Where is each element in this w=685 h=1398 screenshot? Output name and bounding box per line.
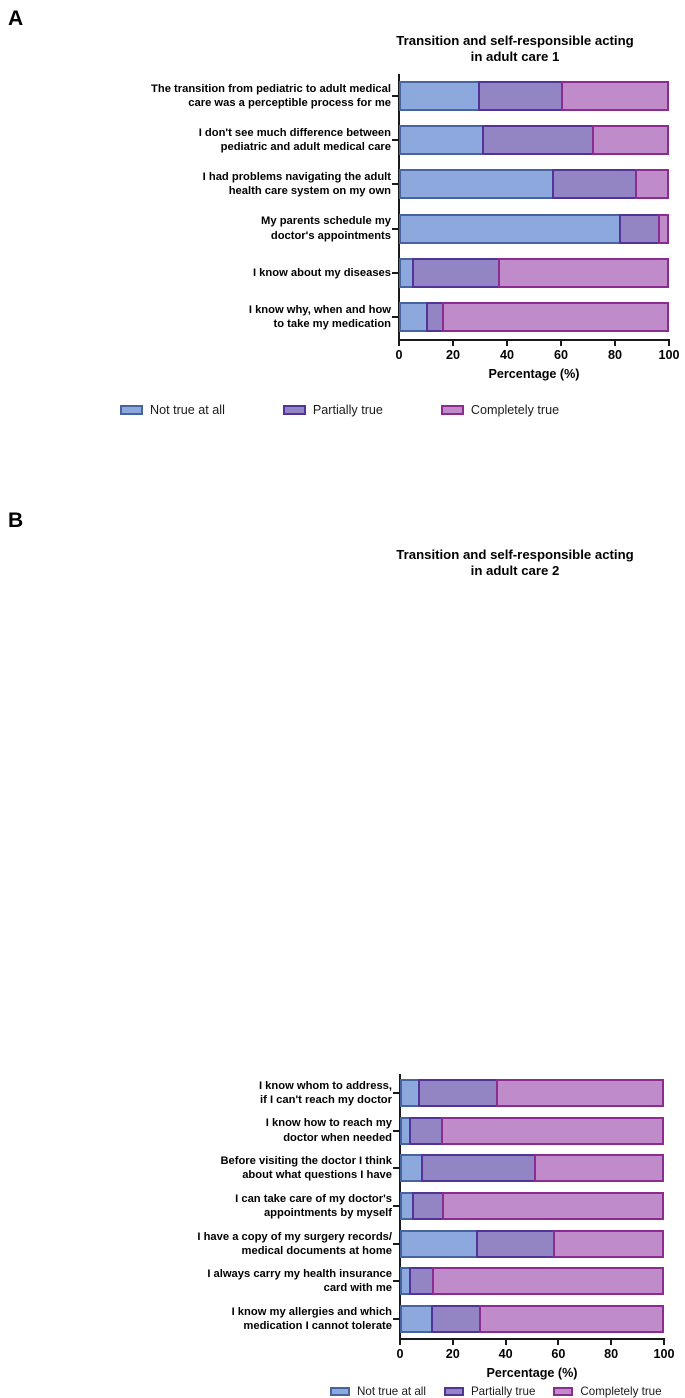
bar-segment-partially-true: [619, 214, 660, 244]
y-axis-tick: [392, 183, 399, 185]
bar-row: [399, 258, 669, 288]
bar-row: [400, 1154, 664, 1182]
x-axis-tick: [452, 1338, 454, 1345]
category-label-line: if I can't reach my doctor: [260, 1093, 392, 1106]
panel-a-letter: A: [8, 7, 24, 30]
panel-b-legend: [330, 1385, 685, 1398]
bar-row: [400, 1079, 664, 1107]
legend-swatch-icon: [444, 1387, 464, 1396]
category-label-line: I know about my diseases: [252, 266, 391, 279]
category-label-line: doctor's appointments: [270, 229, 391, 242]
category-label-line: pediatric and adult medical care: [220, 141, 391, 154]
bar-row: [400, 1117, 664, 1145]
bar-segment-completely-true: [479, 1305, 664, 1333]
legend-label: Completely true: [470, 403, 560, 417]
category-label-line: appointments by myself: [263, 1207, 392, 1219]
x-axis-tick-label: 100: [653, 1347, 675, 1361]
category-label-line: My parents schedule my: [261, 215, 391, 228]
y-axis-tick: [393, 1205, 400, 1207]
legend-item[interactable]: [444, 1385, 535, 1398]
bar-row: [400, 1305, 664, 1333]
bar-segment-partially-true: [476, 1230, 555, 1258]
bar-segment-completely-true: [534, 1154, 664, 1182]
x-axis-tick: [452, 339, 454, 346]
category-label-line: card with me: [323, 1282, 392, 1295]
bar-segment-completely-true: [496, 1079, 664, 1107]
category-label-line: I know my allergies and which: [231, 1306, 392, 1319]
y-axis-tick: [392, 316, 399, 318]
x-axis-tick-label: 40: [498, 1347, 513, 1361]
x-axis-tick: [610, 1338, 612, 1345]
category-label: [130, 1192, 392, 1220]
legend-item[interactable]: [330, 1385, 426, 1398]
panel-a-title-line2: in adult care 1: [470, 49, 560, 65]
panel-b-title-line2: in adult care 2: [470, 563, 560, 579]
category-label: [60, 126, 391, 154]
bar-segment-not-true-at-all: [400, 1079, 420, 1107]
bar-row: [400, 1230, 664, 1258]
bar-segment-completely-true: [658, 214, 669, 244]
bar-segment-partially-true: [482, 125, 594, 155]
category-label: [130, 1154, 392, 1182]
x-axis-tick: [557, 1338, 559, 1345]
legend-item[interactable]: [553, 1385, 661, 1398]
bar-segment-partially-true: [421, 1154, 536, 1182]
category-label-line: medication I cannot tolerate: [243, 1320, 392, 1333]
legend-item[interactable]: [120, 403, 225, 417]
category-label-line: I don't see much difference between: [198, 127, 391, 140]
x-axis-tick: [506, 339, 508, 346]
panel-a-category-labels: [60, 74, 391, 339]
bar-segment-partially-true: [409, 1117, 443, 1145]
panel-a-legend: [120, 403, 680, 417]
legend-swatch-icon: [441, 405, 464, 415]
x-axis-tick-label: 20: [445, 348, 461, 362]
panel-a: [0, 0, 685, 470]
bar-segment-partially-true: [478, 81, 564, 111]
bar-segment-not-true-at-all: [400, 1305, 433, 1333]
category-label-line: I know why, when and how: [248, 303, 391, 316]
legend-label: Not true at all: [150, 403, 225, 417]
x-axis-tick-label: 40: [499, 348, 515, 362]
legend-swatch-icon: [330, 1387, 350, 1396]
x-axis-tick: [668, 339, 670, 346]
category-label-line: I can take care of my doctor's: [235, 1192, 392, 1205]
category-label-line: about what questions I have: [242, 1169, 392, 1182]
panel-b-category-labels: [130, 1074, 392, 1338]
y-axis-tick: [393, 1280, 400, 1282]
bar-segment-not-true-at-all: [399, 81, 480, 111]
category-label-line: health care system on my own: [228, 185, 391, 198]
y-axis-tick: [393, 1092, 400, 1094]
category-label-line: The transition from pediatric to adult medical: [151, 82, 391, 95]
bar-segment-completely-true: [442, 302, 669, 332]
bar-row: [399, 302, 669, 332]
legend-label: Not true at all: [357, 1385, 426, 1398]
legend-label: Completely true: [580, 1385, 662, 1398]
bar-row: [400, 1267, 664, 1295]
bar-row: [399, 169, 669, 199]
y-axis-tick: [393, 1167, 400, 1169]
panel-b-title-line1: Transition and self-responsible acting: [396, 547, 634, 562]
x-axis-tick: [399, 1338, 401, 1345]
y-axis-tick: [393, 1130, 400, 1132]
panel-b-x-axis: [399, 1338, 664, 1340]
x-axis-tick: [398, 339, 400, 346]
category-label-line: care was a perceptible process for me: [188, 97, 391, 110]
panel-b-bars: [400, 1074, 664, 1338]
category-label-line: to take my medication: [273, 317, 391, 330]
category-label-line: medical documents at home: [241, 1244, 392, 1257]
panel-a-x-axis: [398, 339, 669, 341]
category-label-line: I know how to reach my: [265, 1117, 392, 1130]
bar-segment-partially-true: [412, 258, 500, 288]
y-axis-tick: [392, 139, 399, 141]
bar-row: [400, 1192, 664, 1220]
x-axis-label: Percentage (%): [488, 367, 580, 381]
bar-segment-partially-true: [412, 1192, 444, 1220]
legend-label: Partially true: [470, 1385, 536, 1398]
bar-segment-not-true-at-all: [399, 125, 484, 155]
panel-b-title: [345, 547, 685, 579]
panel-a-bars: [399, 74, 669, 339]
category-label-line: I know whom to address,: [258, 1079, 392, 1092]
bar-row: [399, 214, 669, 244]
x-axis-tick: [560, 339, 562, 346]
category-label: [60, 214, 391, 242]
bar-segment-completely-true: [553, 1230, 664, 1258]
bar-row: [399, 125, 669, 155]
bar-segment-completely-true: [441, 1117, 664, 1145]
y-axis-tick: [393, 1318, 400, 1320]
bar-segment-completely-true: [635, 169, 669, 199]
legend-label: Partially true: [312, 403, 383, 417]
bar-segment-partially-true: [431, 1305, 480, 1333]
x-axis-tick-label: 20: [445, 1347, 460, 1361]
bar-segment-not-true-at-all: [400, 1154, 423, 1182]
x-axis-tick-label: 0: [396, 1347, 404, 1361]
category-label-line: Before visiting the doctor I think: [220, 1155, 392, 1168]
x-axis-tick-label: 60: [551, 1347, 566, 1361]
bar-segment-not-true-at-all: [400, 1230, 478, 1258]
legend-item[interactable]: [441, 403, 559, 417]
category-label: [130, 1079, 392, 1107]
y-axis-tick: [393, 1243, 400, 1245]
panel-b-plot-area: [396, 1074, 675, 1380]
x-axis-tick: [614, 339, 616, 346]
x-axis-tick-label: 80: [604, 1347, 619, 1361]
category-label: [60, 303, 391, 331]
y-axis-tick: [392, 228, 399, 230]
bar-segment-completely-true: [561, 81, 669, 111]
bar-segment-partially-true: [552, 169, 637, 199]
bar-segment-completely-true: [592, 125, 669, 155]
bar-row: [399, 81, 669, 111]
category-label: [130, 1305, 392, 1333]
category-label-line: I had problems navigating the adult: [202, 171, 391, 184]
bar-segment-completely-true: [442, 1192, 664, 1220]
legend-swatch-icon: [553, 1387, 573, 1396]
bar-segment-completely-true: [498, 258, 669, 288]
panel-b: [0, 470, 685, 1398]
x-axis-tick-label: 100: [658, 348, 680, 362]
panel-b-letter: B: [8, 509, 24, 532]
x-axis-tick-label: 0: [395, 348, 403, 362]
panel-a-title-line1: Transition and self-responsible acting: [396, 33, 634, 48]
panel-a-plot-area: [395, 74, 680, 381]
x-axis-label: Percentage (%): [486, 1366, 578, 1380]
bar-segment-not-true-at-all: [399, 169, 554, 199]
x-axis-tick: [505, 1338, 507, 1345]
category-label: [60, 170, 391, 198]
category-label: [130, 1230, 392, 1258]
category-label: [60, 82, 391, 110]
category-label-line: I have a copy of my surgery records/: [197, 1230, 392, 1243]
y-axis-tick: [392, 95, 399, 97]
bar-segment-not-true-at-all: [399, 302, 428, 332]
panel-a-title: [345, 33, 685, 65]
bar-segment-partially-true: [418, 1079, 497, 1107]
bar-segment-partially-true: [409, 1267, 434, 1295]
category-label: [130, 1116, 392, 1144]
y-axis-tick: [392, 272, 399, 274]
x-axis-tick-label: 80: [607, 348, 623, 362]
category-label-line: doctor when needed: [283, 1131, 392, 1144]
bar-segment-completely-true: [432, 1267, 664, 1295]
x-axis-tick: [663, 1338, 665, 1345]
x-axis-tick-label: 60: [553, 348, 569, 362]
legend-swatch-icon: [120, 405, 143, 415]
category-label: [130, 1267, 392, 1295]
legend-swatch-icon: [283, 405, 306, 415]
bar-segment-not-true-at-all: [399, 214, 621, 244]
legend-item[interactable]: [283, 403, 383, 417]
category-label: [60, 266, 391, 280]
category-label-line: I always carry my health insurance: [207, 1268, 392, 1281]
